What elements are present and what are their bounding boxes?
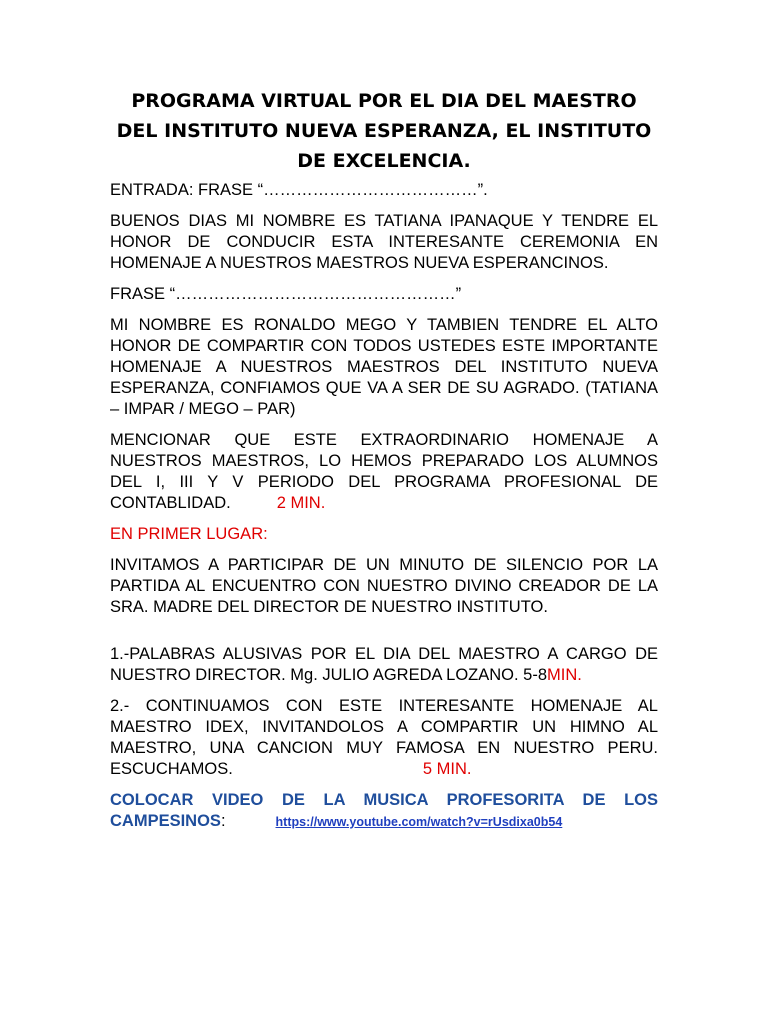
mencionar-paragraph	[110, 430, 658, 514]
youtube-link[interactable]: https://www.youtube.com/watch?v=rUsdixa0b54	[275, 815, 563, 829]
video-colon: :	[220, 812, 226, 830]
mencionar-text: MENCIONAR QUE ESTE EXTRAORDINARIO HOMENAJE A NUESTROS MAESTROS, LO HEMOS PREPARADO LOS ALUMNOS DEL I, III Y V PERIODO DEL PROGRAMA PROFESIONAL DE CONTABLIDAD.	[110, 431, 658, 512]
primer-lugar-heading: EN PRIMER LUGAR:	[110, 525, 268, 543]
mencionar-duration: 2 MIN.	[276, 494, 326, 512]
item-1-duration: MIN.	[547, 666, 582, 684]
ronaldo-intro: MI NOMBRE ES RONALDO MEGO Y TAMBIEN TENDRE EL ALTO HONOR DE COMPARTIR CON TODOS USTEDES ESTE IMPORTANTE HOMENAJE A NUESTROS MAESTROS DEL INSTITUTO NUEVA ESPERANZA, CONFIAMOS QUE VA A SER DE SU AGRADO. (TATIANA – IMPAR / MEGO – PAR)	[110, 316, 658, 418]
document-body	[110, 180, 658, 843]
item-1	[110, 644, 658, 686]
item-2-text: 2.- CONTINUAMOS CON ESTE INTERESANTE HOMENAJE AL MAESTRO IDEX, INVITANDOLOS A COMPARTIR UN HIMNO AL MAESTRO, UNA CANCION MUY FAMOSA EN NUESTRO PERU. ESCUCHAMOS.	[110, 697, 658, 778]
tatiana-intro: BUENOS DIAS MI NOMBRE ES TATIANA IPANAQUE Y TENDRE EL HONOR DE CONDUCIR ESTA INTERESANTE CEREMONIA EN HOMENAJE A NUESTROS MAESTROS NUEVA ESPERANCINOS.	[110, 212, 658, 272]
item-2-duration: 5 MIN.	[422, 760, 472, 778]
item-1-text: 1.-PALABRAS ALUSIVAS POR EL DIA DEL MAESTRO A CARGO DE NUESTRO DIRECTOR. Mg. JULIO AGREDA LOZANO. 5-8	[110, 645, 658, 684]
item-2	[110, 696, 658, 780]
entrada-line: ENTRADA: FRASE “…………………………………”.	[110, 181, 488, 199]
silencio-paragraph: INVITAMOS A PARTICIPAR DE UN MINUTO DE SILENCIO POR LA PARTIDA AL ENCUENTRO CON NUESTRO DIVINO CREADOR DE LA SRA. MADRE DEL DIRECTOR DE NUESTRO INSTITUTO.	[110, 556, 658, 616]
frase-line: FRASE “……………………………………………”	[110, 285, 462, 303]
video-instruction	[110, 790, 658, 833]
document-title: PROGRAMA VIRTUAL POR EL DIA DEL MAESTRO DEL INSTITUTO NUEVA ESPERANZA, EL INSTITUTO DE EXCELENCIA.	[116, 90, 652, 172]
video-label: COLOCAR VIDEO DE LA MUSICA PROFESORITA DE LOS CAMPESINOS	[110, 791, 658, 830]
